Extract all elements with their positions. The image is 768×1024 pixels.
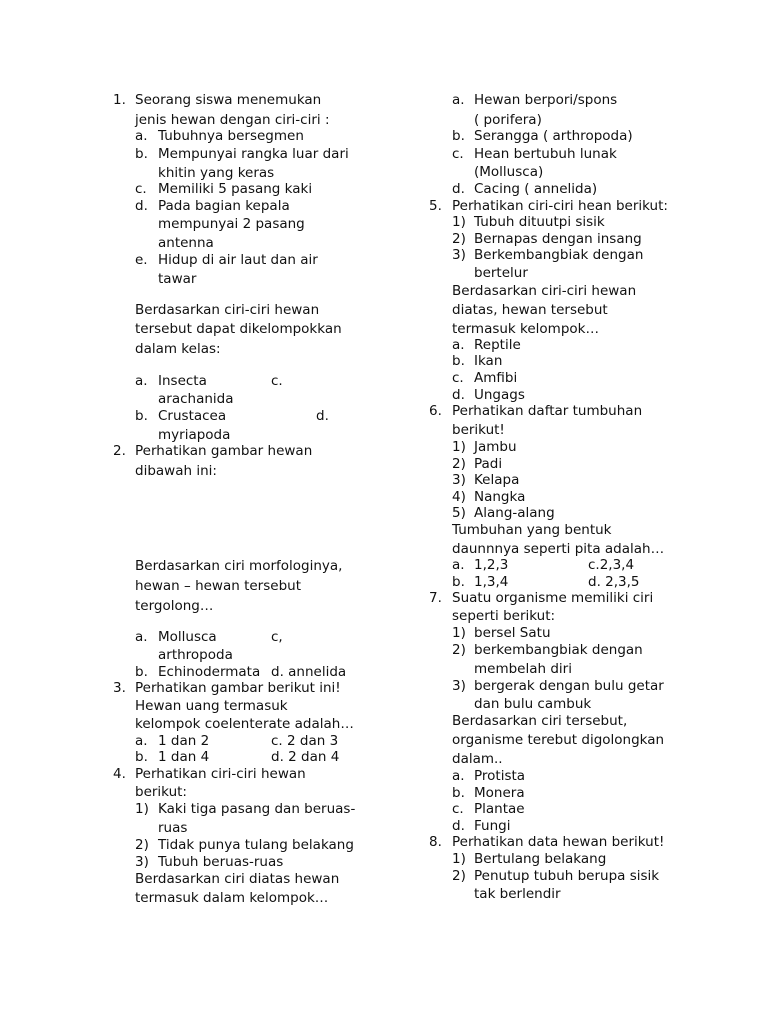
question-stem: daunnnya seperti pita adalah… xyxy=(452,541,665,557)
option-text: Reptile xyxy=(474,337,521,353)
item-text: Tubuh beruas-ruas xyxy=(158,854,284,870)
trait-text: Hidup di air laut dan air xyxy=(158,252,318,268)
option-label: c. xyxy=(452,370,464,386)
question-stem: Berdasarkan ciri diatas hewan xyxy=(135,871,340,887)
option-label: d. xyxy=(452,181,465,197)
option-text: Hewan berpori/spons xyxy=(474,92,618,108)
option-label: b. xyxy=(135,664,148,680)
option-label: a. xyxy=(452,92,465,108)
item-label: 1) xyxy=(452,851,466,867)
question-text: Perhatikan data hewan berikut! xyxy=(452,834,665,850)
question-number: 2. xyxy=(113,443,126,459)
question-text: Perhatikan daftar tumbuhan xyxy=(452,403,643,419)
question-text: Perhatikan ciri-ciri hean berikut: xyxy=(452,198,668,214)
question-stem: Tumbuhan yang bentuk xyxy=(452,522,612,538)
option-label: c. xyxy=(452,801,464,817)
question-text: jenis hewan dengan ciri-ciri : xyxy=(135,112,330,128)
question-stem: tergolong… xyxy=(135,598,214,614)
option-text: arthropoda xyxy=(158,647,233,663)
option-text: d. annelida xyxy=(271,664,347,680)
item-text: Alang-alang xyxy=(474,505,555,521)
option-label: b. xyxy=(452,128,465,144)
trait-text: tawar xyxy=(158,271,197,287)
question-number: 7. xyxy=(429,590,442,606)
item-label: 2) xyxy=(452,231,466,247)
trait-label: c. xyxy=(135,181,147,197)
item-text: Tubuh dituutpi sisik xyxy=(474,214,605,230)
option-text: Hean bertubuh lunak xyxy=(474,146,617,162)
item-label: 3) xyxy=(452,247,466,263)
option-text: Plantae xyxy=(474,801,525,817)
question-text: Suatu organisme memiliki ciri xyxy=(452,590,654,606)
question-text: berikut: xyxy=(135,784,187,800)
option-label: b. xyxy=(452,785,465,801)
question-stem: Berdasarkan ciri-ciri hewan xyxy=(452,283,637,299)
trait-text: mempunyai 2 pasang xyxy=(158,216,305,232)
option-label: a. xyxy=(452,768,465,784)
question-stem: diatas, hewan tersebut xyxy=(452,302,608,318)
item-text: Padi xyxy=(474,456,503,472)
option-text: Protista xyxy=(474,768,526,784)
item-text: Bertulang belakang xyxy=(474,851,607,867)
item-label: 1) xyxy=(452,439,466,455)
question-text: kelompok coelenterate adalah… xyxy=(135,716,354,732)
question-number: 8. xyxy=(429,834,442,850)
item-text: Kaki tiga pasang dan beruas- xyxy=(158,801,356,817)
item-label: 2) xyxy=(452,868,466,884)
option-text: Amfibi xyxy=(474,370,518,386)
item-text: bertelur xyxy=(474,265,528,281)
item-label: 1) xyxy=(452,625,466,641)
item-text: dan bulu cambuk xyxy=(474,696,592,712)
option-text: c. 2 dan 3 xyxy=(271,733,339,749)
item-text: Berkembangbiak dengan xyxy=(474,247,644,263)
trait-label: b. xyxy=(135,146,148,162)
trait-label: d. xyxy=(135,198,148,214)
item-text: Penutup tubuh berupa sisik xyxy=(474,868,660,884)
option-label: a. xyxy=(135,629,148,645)
question-text: Perhatikan ciri-ciri hewan xyxy=(135,766,306,782)
option-text: d. 2 dan 4 xyxy=(271,749,340,765)
trait-text: Tubuhnya bersegmen xyxy=(158,128,304,144)
option-text: 1,2,3 xyxy=(474,557,509,573)
trait-text: Pada bagian kepala xyxy=(158,198,290,214)
item-text: membelah diri xyxy=(474,661,572,677)
trait-label: a. xyxy=(135,128,148,144)
option-label: d. xyxy=(316,408,329,424)
question-text: Seorang siswa menemukan xyxy=(135,92,322,108)
item-text: Nangka xyxy=(474,489,526,505)
option-text: ( porifera) xyxy=(474,112,542,128)
question-text: seperti berikut: xyxy=(452,608,556,624)
question-number: 1. xyxy=(113,92,126,108)
option-text: (Mollusca) xyxy=(474,164,544,180)
option-label: b. xyxy=(135,749,148,765)
item-text: tak berlendir xyxy=(474,886,561,902)
option-label: c, xyxy=(271,629,283,645)
option-text: Serangga ( arthropoda) xyxy=(474,128,633,144)
option-text: myriapoda xyxy=(158,427,231,443)
option-text: d. 2,3,5 xyxy=(588,574,640,590)
option-text: 1 dan 4 xyxy=(158,749,210,765)
option-label: a. xyxy=(452,337,465,353)
trait-text: Mempunyai rangka luar dari xyxy=(158,146,349,162)
item-label: 1) xyxy=(135,801,149,817)
question-number: 6. xyxy=(429,403,442,419)
question-stem: hewan – hewan tersebut xyxy=(135,578,301,594)
question-text: Perhatikan gambar hewan xyxy=(135,443,313,459)
trait-text: khitin yang keras xyxy=(158,165,275,181)
option-text: arachanida xyxy=(158,391,234,407)
option-text: Crustacea xyxy=(158,408,227,424)
item-label: 2) xyxy=(452,642,466,658)
question-text: Perhatikan gambar berikut ini! xyxy=(135,680,341,696)
trait-label: e. xyxy=(135,252,148,268)
question-number: 4. xyxy=(113,766,126,782)
item-label: 3) xyxy=(135,854,149,870)
option-text: 1 dan 2 xyxy=(158,733,210,749)
item-label: 5) xyxy=(452,505,466,521)
option-label: b. xyxy=(452,353,465,369)
item-text: bergerak dengan bulu getar xyxy=(474,678,664,694)
question-text: berikut! xyxy=(452,422,505,438)
question-stem: Berdasarkan ciri tersebut, xyxy=(452,713,628,729)
trait-text: antenna xyxy=(158,235,214,251)
item-text: ruas xyxy=(158,820,188,836)
item-text: Tidak punya tulang belakang xyxy=(158,837,354,853)
option-label: b. xyxy=(135,408,148,424)
question-stem: dalam.. xyxy=(452,751,503,767)
item-text: Bernapas dengan insang xyxy=(474,231,642,247)
item-label: 2) xyxy=(135,837,149,853)
option-text: Ungags xyxy=(474,387,525,403)
option-label: a. xyxy=(452,557,465,573)
option-text: Ikan xyxy=(474,353,503,369)
question-number: 5. xyxy=(429,198,442,214)
question-stem: organisme terebut digolongkan xyxy=(452,732,665,748)
option-text: Cacing ( annelida) xyxy=(474,181,598,197)
option-label: a. xyxy=(135,733,148,749)
question-stem: termasuk dalam kelompok… xyxy=(135,890,329,906)
item-label: 2) xyxy=(452,456,466,472)
item-text: berkembangbiak dengan xyxy=(474,642,643,658)
option-text: Insecta xyxy=(158,373,207,389)
option-label: d. xyxy=(452,818,465,834)
item-text: Kelapa xyxy=(474,472,520,488)
item-label: 1) xyxy=(452,214,466,230)
question-stem: dalam kelas: xyxy=(135,341,221,357)
option-label: c. xyxy=(452,146,464,162)
option-label: a. xyxy=(135,373,148,389)
option-label: b. xyxy=(452,574,465,590)
question-stem: Berdasarkan ciri-ciri hewan xyxy=(135,302,320,318)
option-text: Fungi xyxy=(474,818,511,834)
question-stem: Berdasarkan ciri morfologinya, xyxy=(135,558,343,574)
option-text: Echinodermata xyxy=(158,664,261,680)
option-label: c. xyxy=(271,373,283,389)
item-label: 3) xyxy=(452,678,466,694)
trait-text: Memiliki 5 pasang kaki xyxy=(158,181,313,197)
option-text: 1,3,4 xyxy=(474,574,509,590)
question-text: dibawah ini: xyxy=(135,463,217,479)
question-number: 3. xyxy=(113,680,126,696)
question-stem: termasuk kelompok… xyxy=(452,321,599,337)
option-text: Monera xyxy=(474,785,525,801)
item-label: 4) xyxy=(452,489,466,505)
item-text: bersel Satu xyxy=(474,625,551,641)
option-label: d. xyxy=(452,387,465,403)
question-text: Hewan uang termasuk xyxy=(135,698,288,714)
item-text: Jambu xyxy=(474,439,517,455)
option-text: Mollusca xyxy=(158,629,217,645)
question-stem: tersebut dapat dikelompokkan xyxy=(135,321,342,337)
item-label: 3) xyxy=(452,472,466,488)
option-text: c.2,3,4 xyxy=(588,557,635,573)
